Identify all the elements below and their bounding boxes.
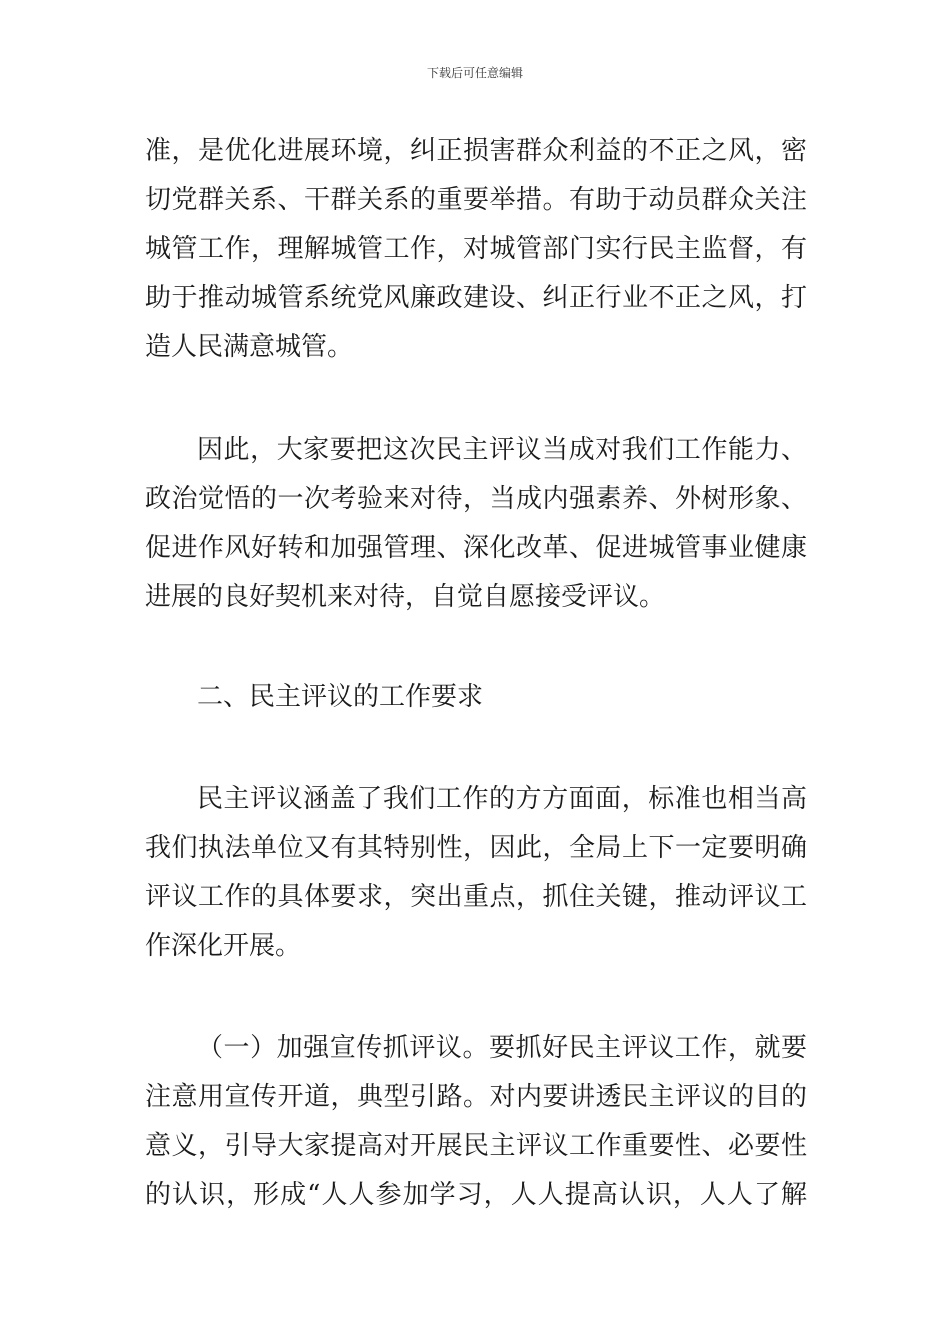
body-text-line: 意义，引导大家提高对开展民主评议工作重要性、必要性 bbox=[145, 1131, 807, 1161]
body-text-line: 准，是优化进展环境，纠正损害群众利益的不正之风，密 bbox=[145, 136, 807, 166]
section-heading: 二、民主评议的工作要求 bbox=[197, 682, 484, 712]
paragraph-first-line: （一）加强宣传抓评议。要抓好民主评议工作，就要 bbox=[197, 1033, 807, 1063]
body-text-line: 进展的良好契机来对待，自觉自愿接受评议。 bbox=[145, 582, 666, 612]
body-text-line: 助于推动城管系统党风廉政建设、纠正行业不正之风，打 bbox=[145, 283, 807, 313]
body-text-line: 城管工作，理解城管工作，对城管部门实行民主监督，有 bbox=[145, 234, 807, 264]
body-text-line: 评议工作的具体要求，突出重点，抓住关键，推动评议工 bbox=[145, 882, 807, 912]
page-header-note: 下载后可任意编辑 bbox=[426, 66, 523, 80]
body-text-line: 切党群关系、干群关系的重要举措。有助于动员群众关注 bbox=[145, 185, 807, 215]
body-text-line: 政治觉悟的一次考验来对待，当成内强素养、外树形象、 bbox=[145, 484, 807, 514]
paragraph-first-line: 因此，大家要把这次民主评议当成对我们工作能力、 bbox=[197, 435, 807, 465]
body-text-line: 造人民满意城管。 bbox=[145, 332, 354, 362]
body-text-line: 的认识，形成“人人参加学习，人人提高认识，人人了解 bbox=[145, 1180, 807, 1210]
body-text-line: 注意用宣传开道，典型引路。对内要讲透民主评议的目的 bbox=[145, 1082, 807, 1112]
body-text-line: 我们执法单位又有其特别性，因此，全局上下一定要明确 bbox=[145, 833, 807, 863]
body-text-line: 作深化开展。 bbox=[145, 931, 302, 961]
paragraph-first-line: 民主评议涵盖了我们工作的方方面面，标准也相当高 bbox=[197, 784, 807, 814]
body-text-line: 促进作风好转和加强管理、深化改革、促进城管事业健康 bbox=[145, 533, 807, 563]
